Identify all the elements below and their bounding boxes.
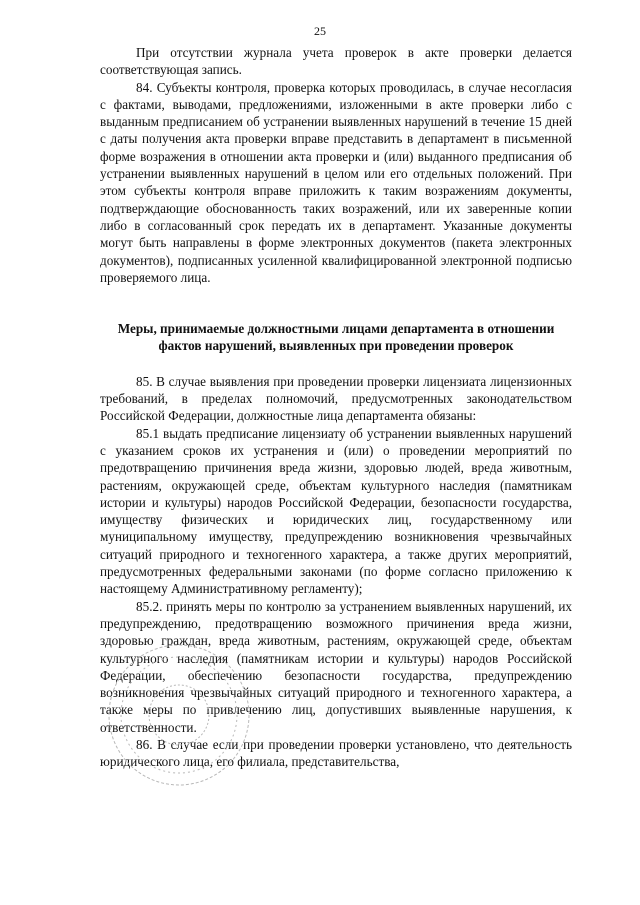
paragraph-85-2: 85.2. принять меры по контролю за устранением выявленных нарушений, их предупреждению, предотвращению возможного причинения вреда жизни, здоровью граждан, вреда животным, растениям, окружающей среде, объектам культурного наследия (памятникам истории и культуры) народов Российской Федерации, обеспечению безопасности государства, предупреждению возникновения чрезвычайных ситуаций природного и техногенного характера, а также меры по привлечению лиц, допустивших выявленные нарушения, к ответственности. [100, 598, 572, 735]
page-number: 25 [314, 24, 326, 38]
section-heading: Меры, принимаемые должностными лицами департамента в отношении фактов нарушений, выявленных при проведении проверок [117, 321, 555, 354]
paragraph-86: 86. В случае если при проведении проверки установлено, что деятельность юридического лица, его филиала, представительства, [100, 736, 572, 770]
spacer [100, 286, 572, 320]
paragraph-85-1: 85.1 выдать предписание лицензиату об устранении выявленных нарушений с указанием сроков их устранения и (или) о проведении мероприятий по предотвращению причинения вреда жизни, здоровью людей, вреда животным, растениям, окружающей среде, объектам культурного наследия (памятникам истории и культуры) народов Российской Федерации, безопасности государства, имуществу физических и юридических лиц, государственному или муниципальному имуществу, предупреждению возникновения чрезвычайных ситуаций природного и техногенного характера, а также других мероприятий, предусмотренных федеральными законами (по форме согласно приложению к настоящему Административному регламенту); [100, 425, 572, 597]
spacer [100, 355, 572, 373]
document-body [100, 44, 572, 771]
paragraph-no-journal: При отсутствии журнала учета проверок в акте проверки делается соответствующая запись. [100, 45, 572, 78]
paragraph-84: 84. Субъекты контроля, проверка которых проводилась, в случае несогласия с фактами, выводами, предложениями, изложенными в акте проверки либо с выданным предписанием об устранении выявленных нарушений в течение 15 дней с даты получения акта проверки вправе представить в департамент в письменной форме возражения в отношении акта проверки и (или) выданного предписания об устранении выявленных нарушений в целом или его отдельных положений. При этом субъекты контроля вправе приложить к таким возражениям документы, подтверждающие обоснованность таких возражений, или их заверенные копии либо в согласованный срок передать их в департамент. Указанные документы могут быть направлены в форме электронных документов (пакета электронных документов), подписанных усиленной квалифицированной электронной подписью проверяемого лица. [100, 79, 572, 285]
paragraph-85: 85. В случае выявления при проведении проверки лицензиата лицензионных требований, в пределах полномочий, предусмотренных законодательством Российской Федерации, должностные лица департамента обязаны: [100, 373, 572, 424]
